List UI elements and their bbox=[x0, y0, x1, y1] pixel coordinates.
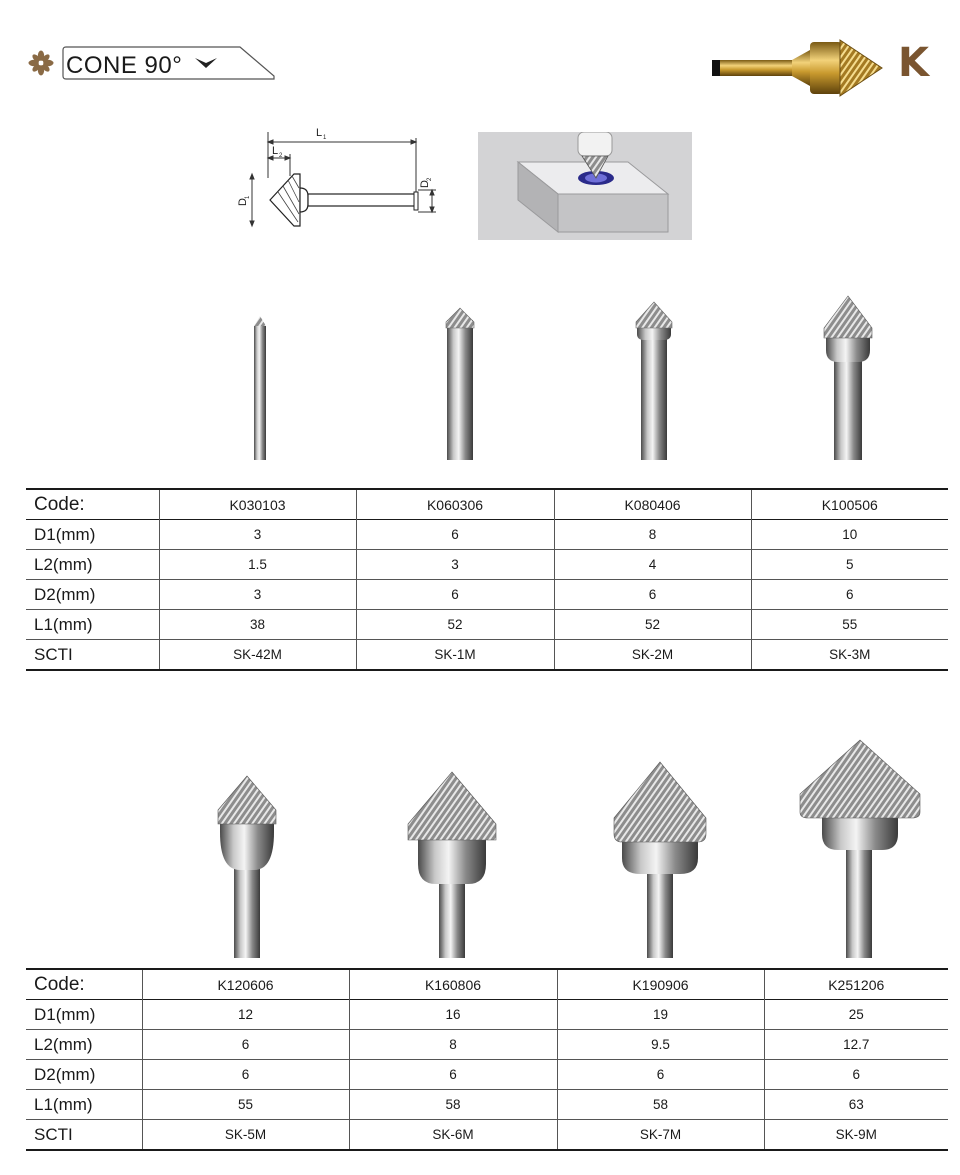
table-cell: SK-3M bbox=[751, 640, 948, 671]
burr-image-k100506 bbox=[818, 294, 878, 460]
tool-images-row-1 bbox=[0, 290, 960, 462]
table-cell: 3 bbox=[356, 550, 554, 580]
code-cell: K060306 bbox=[356, 489, 554, 520]
table-cell: 6 bbox=[554, 580, 751, 610]
table-cell: 12 bbox=[142, 1000, 349, 1030]
burr-image-k160806 bbox=[404, 768, 500, 958]
table-cell: SK-9M bbox=[764, 1120, 948, 1151]
table-cell: SK-6M bbox=[349, 1120, 557, 1151]
d1-label: D bbox=[237, 198, 249, 206]
burr-image-k030103 bbox=[236, 314, 284, 460]
code-cell: K030103 bbox=[159, 489, 356, 520]
row-label: L2(mm) bbox=[34, 554, 93, 574]
table-cell: 6 bbox=[356, 580, 554, 610]
burr-image-k080406 bbox=[630, 300, 678, 460]
table-cell: SK-2M bbox=[554, 640, 751, 671]
row-label: SCTI bbox=[34, 644, 73, 664]
chevron-down-icon bbox=[194, 56, 218, 70]
table-cell: 58 bbox=[557, 1090, 764, 1120]
table-cell: 3 bbox=[159, 520, 356, 550]
table-row bbox=[26, 580, 948, 610]
code-header-label: Code: bbox=[34, 493, 85, 515]
l1-subscript: 1 bbox=[323, 135, 327, 141]
gold-cone-burr-image bbox=[712, 30, 888, 106]
spec-table-1 bbox=[26, 488, 948, 671]
table-cell: 38 bbox=[159, 610, 356, 640]
table-row bbox=[26, 520, 948, 550]
table-row bbox=[26, 1120, 948, 1151]
burr-image-k190906 bbox=[610, 758, 710, 958]
burr-image-k060306 bbox=[438, 306, 482, 460]
code-cell: K080406 bbox=[554, 489, 751, 520]
table-cell: 4 bbox=[554, 550, 751, 580]
table-cell: 63 bbox=[764, 1090, 948, 1120]
row-label: D2(mm) bbox=[34, 584, 96, 604]
d2-subscript: 2 bbox=[427, 177, 433, 181]
row-label: D1(mm) bbox=[34, 524, 96, 544]
table-cell: SK-7M bbox=[557, 1120, 764, 1151]
table-cell: 16 bbox=[349, 1000, 557, 1030]
row-label: D2(mm) bbox=[34, 1064, 96, 1084]
series-letter: K bbox=[898, 40, 929, 86]
table-header-row bbox=[26, 969, 948, 1000]
table-row bbox=[26, 550, 948, 580]
page-title: CONE 90° bbox=[66, 52, 183, 79]
table-cell: SK-1M bbox=[356, 640, 554, 671]
table-row bbox=[26, 610, 948, 640]
row-label: L1(mm) bbox=[34, 1094, 93, 1114]
table-cell: 25 bbox=[764, 1000, 948, 1030]
table-cell: 8 bbox=[554, 520, 751, 550]
table-cell: 6 bbox=[764, 1060, 948, 1090]
table-cell: 1.5 bbox=[159, 550, 356, 580]
table-cell: 6 bbox=[557, 1060, 764, 1090]
table-row bbox=[26, 1090, 948, 1120]
table-row bbox=[26, 1030, 948, 1060]
table-cell: 10 bbox=[751, 520, 948, 550]
l1-label: L bbox=[316, 127, 323, 139]
spec-table-2 bbox=[26, 968, 948, 1151]
code-cell: K251206 bbox=[764, 969, 948, 1000]
table-cell: SK-5M bbox=[142, 1120, 349, 1151]
table-cell: 19 bbox=[557, 1000, 764, 1030]
tool-images-row-2 bbox=[0, 734, 960, 958]
table-cell: 6 bbox=[751, 580, 948, 610]
row-label: L1(mm) bbox=[34, 614, 93, 634]
l2-subscript: 2 bbox=[279, 153, 283, 159]
flower-icon bbox=[28, 50, 54, 76]
code-cell: K100506 bbox=[751, 489, 948, 520]
table-cell: 52 bbox=[356, 610, 554, 640]
code-cell: K160806 bbox=[349, 969, 557, 1000]
table-row bbox=[26, 1060, 948, 1090]
code-cell: K190906 bbox=[557, 969, 764, 1000]
table-row bbox=[26, 1000, 948, 1030]
table-cell: 3 bbox=[159, 580, 356, 610]
table-cell: 9.5 bbox=[557, 1030, 764, 1060]
burr-image-k251206 bbox=[796, 738, 924, 958]
section-header bbox=[28, 44, 268, 84]
table-cell: 55 bbox=[142, 1090, 349, 1120]
table-cell: 8 bbox=[349, 1030, 557, 1060]
table-cell: 55 bbox=[751, 610, 948, 640]
table-cell: 6 bbox=[349, 1060, 557, 1090]
row-label: SCTI bbox=[34, 1124, 73, 1144]
table-cell: SK-42M bbox=[159, 640, 356, 671]
usage-illustration bbox=[478, 132, 692, 240]
table-header-row bbox=[26, 489, 948, 520]
burr-image-k120606 bbox=[214, 772, 280, 958]
d1-subscript: 1 bbox=[245, 195, 251, 199]
code-cell: K120606 bbox=[142, 969, 349, 1000]
table-cell: 52 bbox=[554, 610, 751, 640]
table-cell: 12.7 bbox=[764, 1030, 948, 1060]
dimension-diagram bbox=[228, 118, 454, 230]
table-cell: 6 bbox=[356, 520, 554, 550]
row-label: L2(mm) bbox=[34, 1034, 93, 1054]
code-header-label: Code: bbox=[34, 973, 85, 995]
table-cell: 58 bbox=[349, 1090, 557, 1120]
row-label: D1(mm) bbox=[34, 1004, 96, 1024]
table-cell: 5 bbox=[751, 550, 948, 580]
table-cell: 6 bbox=[142, 1030, 349, 1060]
table-row bbox=[26, 640, 948, 671]
l2-label: L bbox=[272, 145, 279, 157]
d2-label: D bbox=[419, 180, 431, 188]
table-cell: 6 bbox=[142, 1060, 349, 1090]
